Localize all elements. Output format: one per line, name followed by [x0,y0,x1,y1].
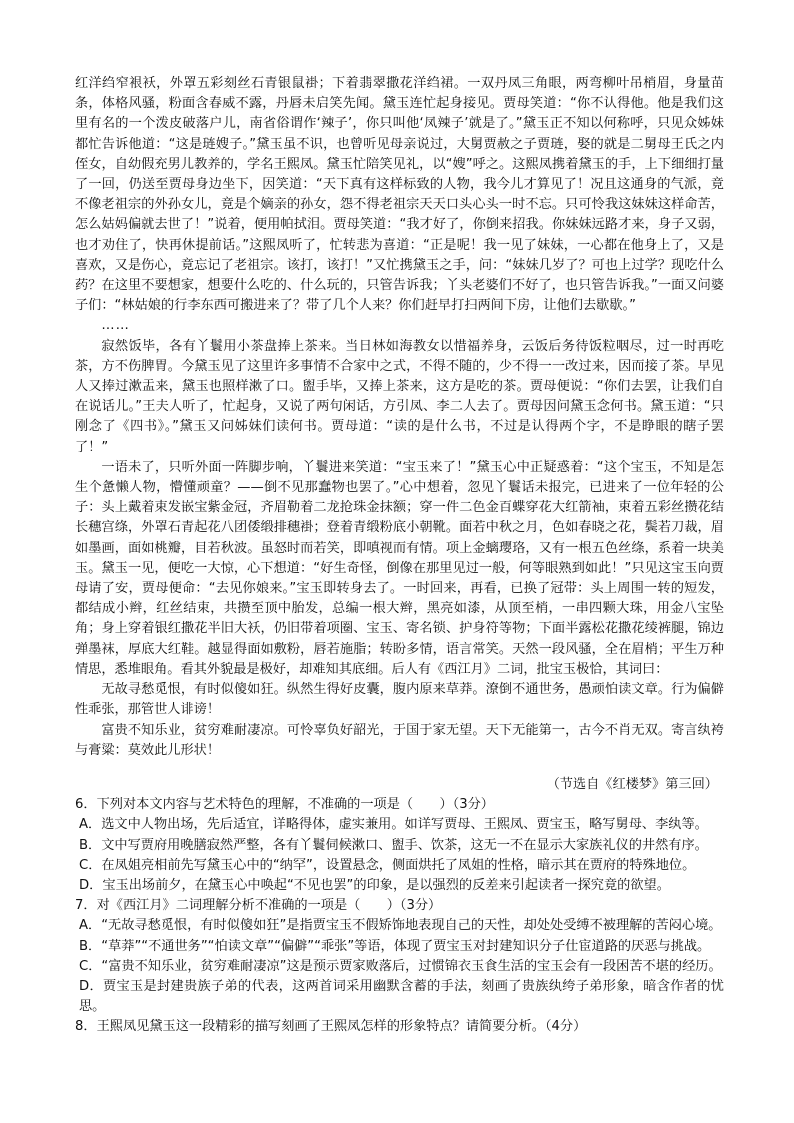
poem-xijiangyue-1: 无故寻愁觅恨，有时似傻如狂。纵然生得好皮囊，腹内原来草莽。潦倒不通世务，愚顽怕读文章。行为偏僻性乖张，那管世人诽谤！ [75,682,724,718]
passage-paragraph-1: 红洋绉窄裉袄，外罩五彩刻丝石青银鼠褂；下着翡翠撒花洋绉裙。一双丹凤三角眼，两弯柳叶吊梢眉，身量苗条，体格风骚，粉面含春威不露，丹唇未启笑先闻。黛玉连忙起身接见。贾母笑道：“你不认得他。他是我们这里有名的一个泼皮破落户儿，南省俗谓作‘辣子’，你只叫他‘凤辣子’就是了。”黛玉正不知以何称呼，只见众姊妹都忙告诉他道：“这是琏嫂子。”黛玉虽不识，也曾听见母亲说过，大舅贾赦之子贾琏，娶的就是二舅母王氏之内侄女，自幼假充男儿教养的，学名王熙凤。黛玉忙陪笑见礼，以“嫂”呼之。这熙凤携着黛玉的手，上下细细打量了一回，仍送至贾母身边坐下，因笑道：“天下真有这样标致的人物，我今儿才算见了！况且这通身的气派，竟不像老祖宗的外孙女儿，竟是个嫡亲的孙女，怨不得老祖宗天天口头心头一时不忘。只可怜我这妹妹这样命苦，怎么姑妈偏就去世了！”说着，便用帕拭泪。贾母笑道：“我才好了，你倒来招我。你妹妹远路才来，身子又弱，也才劝住了，快再休提前话。”这熙凤听了，忙转悲为喜道：“正是呢！我一见了妹妹，一心都在他身上了，又是喜欢，又是伤心，竟忘记了老祖宗。该打，该打！”又忙携黛玉之手，问：“妹妹几岁了？可也上过学？现吃什么药？在这里不要想家，想要什么吃的、什么玩的，只管告诉我；丫头老婆们不好了，也只管告诉我。”一面又问婆子们：“林姑娘的行李东西可搬进来了？带了几个人来？你们赶早打扫两间下房，让他们去歇歇。” [75,76,724,314]
passage-ellipsis: …… [101,318,130,334]
poem-xijiangyue-2: 富贵不知乐业，贫穷难耐凄凉。可怜辜负好韶光，于国于家无望。天下无能第一，古今不肖无双。寄言纨袴与膏粱：莫效此儿形状！ [75,722,724,758]
question-8-title: 8．王熙凤见黛玉这一段精彩的描写刻画了王熙凤怎样的形象特点？请简要分析。（4分） [75,1019,587,1035]
question-6-option-d: D．宝玉出场前夕，在黛玉心中唤起“不见也罢”的印象，是以强烈的反差来引起读者一探究竟的欲望。 [79,877,670,893]
question-7-option-a: A．“无故寻愁觅恨，有时似傻如狂”是指贾宝玉不假矫饰地表现自己的天性，却处处受缚不被理解的苦闷心境。 [79,918,722,934]
question-7-title: 7．对《西江月》二词理解分析不准确的一项是（ ）（3分） [75,898,442,914]
question-7-option-b: B．“草莽”“不通世务”“怕读文章”“偏僻”“乖张”等语，体现了贾宝玉对封建知识分子仕宦道路的厌恶与挑战。 [79,938,711,954]
passage-source: （节选自《红楼梦》第三回） [546,776,718,792]
question-6-option-b: B．文中写贾府用晚膳寂然严整，各有丫鬟伺候漱口、盥手、饮茶，这无一不在显示大家族礼仪的井然有序。 [79,837,708,853]
passage-paragraph-2: 寂然饭毕，各有丫鬟用小茶盘捧上茶来。当日林如海教女以惜福养身，云饭后务待饭粒咽尽，过一时再吃茶，方不伤脾胃。今黛玉见了这里许多事情不合家中之式，不得不随的，少不得一一改过来，因而接了茶。早见人又捧过漱盂来，黛玉也照样漱了口。盥手毕，又捧上茶来，这方是吃的茶。贾母便说：“你们去罢，让我们自在说话儿。”王夫人听了，忙起身，又说了两句闲话，方引凤、李二人去了。贾母因问黛玉念何书。黛玉道：“只刚念了《四书》。”黛玉又问姊妹们读何书。贾母道：“读的是什么书，不过是认得两个字，不是睁眼的瞎子罢了！” [75,338,724,455]
question-7-option-d: D．贾宝玉是封建贵族子弟的代表，这两首词采用幽默含蓄的手法，刻画了贵族纨绔子弟形象，暗含作者的忧思。 [79,978,724,1015]
question-6-option-a: A．选文中人物出场，先后适宜，详略得体，虚实兼用。如详写贾母、王熙凤、贾宝玉，略写舅母、李纨等。 [79,817,708,833]
question-6-title: 6．下列对本文内容与艺术特色的理解，不准确的一项是（ ）（3分） [75,797,494,813]
question-8 [75,1017,724,1037]
question-7 [75,896,724,1017]
passage-paragraph-3: 一语未了，只听外面一阵脚步响，丫鬟进来笑道：“宝玉来了！”黛玉心中正疑惑着：“这个宝玉，不知是怎生个惫懒人物，懵懂顽童？——倒不见那蠢物也罢了。”心中想着，忽见丫鬟话未报完，已进来了一位年轻的公子：头上戴着束发嵌宝紫金冠，齐眉勒着二龙抢珠金抹额；穿一件二色金百蝶穿花大红箭袖，束着五彩丝攒花结长穗宫绦，外罩石青起花八团倭缎排穗褂；登着青缎粉底小朝靴。面若中秋之月，色如春晓之花，鬓若刀裁，眉如墨画，面如桃瓣，目若秋波。虽怒时而若笑，即嗔视而有情。项上金螭璎珞，又有一根五色丝绦，系着一块美玉。黛玉一见，便吃一大惊，心下想道：“好生奇怪，倒像在那里见过一般，何等眼熟到如此！”只见这宝玉向贾母请了安，贾母便命：“去见你娘来。”宝玉即转身去了。一时回来，再看，已换了冠带：头上周围一转的短发，都结成小辫，红丝结束，共攒至顶中胎发，总编一根大辫，黑亮如漆，从顶至梢，一串四颗大珠，用金八宝坠角；身上穿着银红撒花半旧大袄，仍旧带着项圈、宝玉、寄名锁、护身符等物；下面半露松花撒花绫裤腿，锦边弹墨袜，厚底大红鞋。越显得面如敷粉，唇若施脂；转盼多情，语言常笑。天然一段风骚，全在眉梢；平生万种情思，悉堆眼角。看其外貌最是极好，却难知其底细。后人有《西江月》二词，批宝玉极恰，其词曰： [75,459,724,677]
question-6 [75,795,724,896]
question-6-option-c: C．在凤姐亮相前先写黛玉心中的“纳罕”，设置悬念，侧面烘托了凤姐的性格，暗示其在贾府的特殊地位。 [79,857,696,873]
question-7-option-c: C．“富贵不知乐业，贫穷难耐凄凉”这是预示贾家败落后，过惯锦衣玉食生活的宝玉会有一段困苦不堪的经历。 [79,958,722,974]
